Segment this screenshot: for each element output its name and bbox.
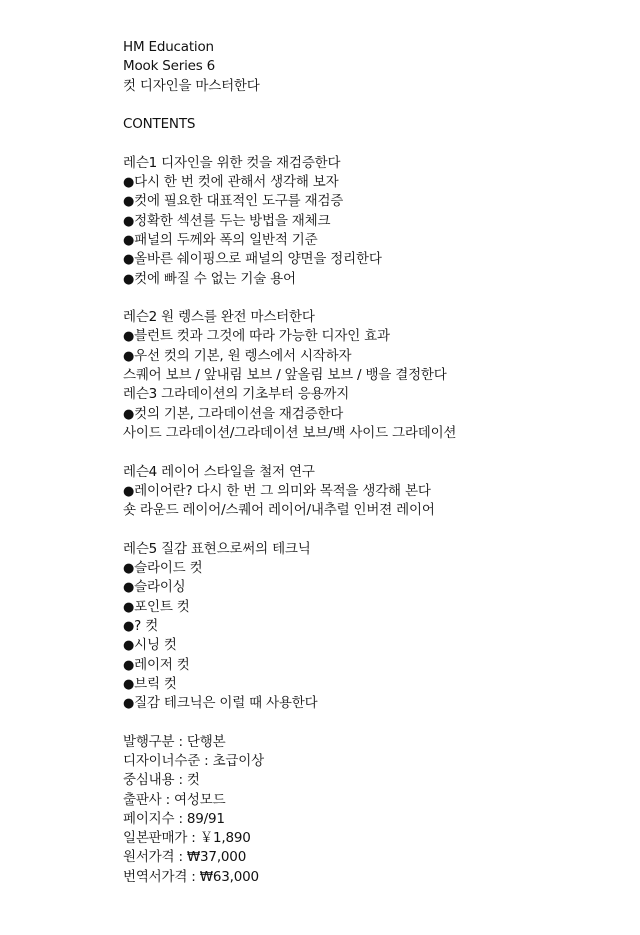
bullet-item: ● 우선 컷의 기본, 원 렝스에서 시작하자 (123, 347, 623, 366)
list-item: 스퀘어 보브 / 앞내림 보브 / 앞올림 보브 / 뱅을 결정한다 (123, 367, 447, 384)
spacer (123, 134, 623, 153)
bullet-item: ● 패널의 두께와 폭의 일반적 기준 (123, 231, 623, 250)
spacer (123, 520, 623, 539)
bullet-item: ● 슬라이싱 (123, 578, 623, 597)
bullet-item: ● ? 컷 (123, 617, 623, 636)
spacer (123, 713, 623, 732)
lesson-title: 레슨2 원 렝스를 완전 마스터한다 (123, 309, 315, 326)
info-line: 일본판매가 : ￥1,890 (123, 830, 251, 847)
info-line: 중심내용 : 컷 (123, 772, 200, 789)
bullet-item: ● 브릭 컷 (123, 675, 623, 694)
info-line: 원서가격 : ₩37,000 (123, 849, 247, 866)
info-line: 발행구분 : 단행본 (123, 733, 226, 750)
bullet-item: ● 컷에 필요한 대표적인 도구를 재검증 (123, 192, 623, 211)
bullet-item: ● 레이어란? 다시 한 번 그 의미와 목적을 생각해 본다 (123, 482, 623, 501)
spacer (123, 443, 623, 462)
book-info (123, 733, 623, 887)
lesson-list (123, 154, 623, 733)
document-body (123, 38, 623, 887)
spacer (123, 96, 623, 115)
bullet-item: ● 슬라이드 컷 (123, 559, 623, 578)
bullet-item: ● 블런트 컷과 그것에 따라 가능한 디자인 효과 (123, 327, 623, 346)
list-item: 사이드 그라데이션/그라데이션 보브/백 사이드 그라데이션 (123, 424, 457, 441)
info-line: 출판사 : 여성모드 (123, 791, 226, 808)
publisher-line: HM Education (123, 39, 214, 55)
lesson-title: 레슨5 질감 표현으로써의 테크닉 (123, 540, 311, 557)
info-line: 번역서가격 : ₩63,000 (123, 868, 259, 885)
info-line: 페이지수 : 89/91 (123, 810, 225, 827)
info-line: 디자이너수준 : 초급이상 (123, 752, 264, 769)
bullet-item: ● 컷의 기본, 그라데이션을 재검증한다 (123, 405, 623, 424)
book-title: 컷 디자인을 마스터한다 (123, 77, 260, 94)
bullet-item: ● 시닝 컷 (123, 636, 623, 655)
bullet-item: ● 레이저 컷 (123, 656, 623, 675)
lesson-title: 레슨1 디자인을 위한 컷을 재검증한다 (123, 154, 341, 171)
bullet-item: ● 포인트 컷 (123, 598, 623, 617)
list-item: 레슨3 그라데이션의 기초부터 응용까지 (123, 386, 350, 403)
bullet-item: ● 다시 한 번 컷에 관해서 생각해 보자 (123, 173, 623, 192)
spacer (123, 289, 623, 308)
bullet-item: ● 질감 테크닉은 이럴 때 사용한다 (123, 694, 623, 713)
lesson-title: 레슨4 레이어 스타일을 철저 연구 (123, 463, 315, 480)
bullet-item: ● 컷에 빠질 수 없는 기술 용어 (123, 270, 623, 289)
contents-heading: CONTENTS (123, 116, 196, 133)
series-line: Mook Series 6 (123, 58, 216, 75)
list-item: 숏 라운드 레이어/스퀘어 레이어/내추럴 인버젼 레이어 (123, 502, 435, 519)
bullet-item: ● 정확한 섹션를 두는 방법을 재체크 (123, 212, 623, 231)
bullet-item: ● 올바른 쉐이핑으로 패널의 양면을 정리한다 (123, 250, 623, 269)
